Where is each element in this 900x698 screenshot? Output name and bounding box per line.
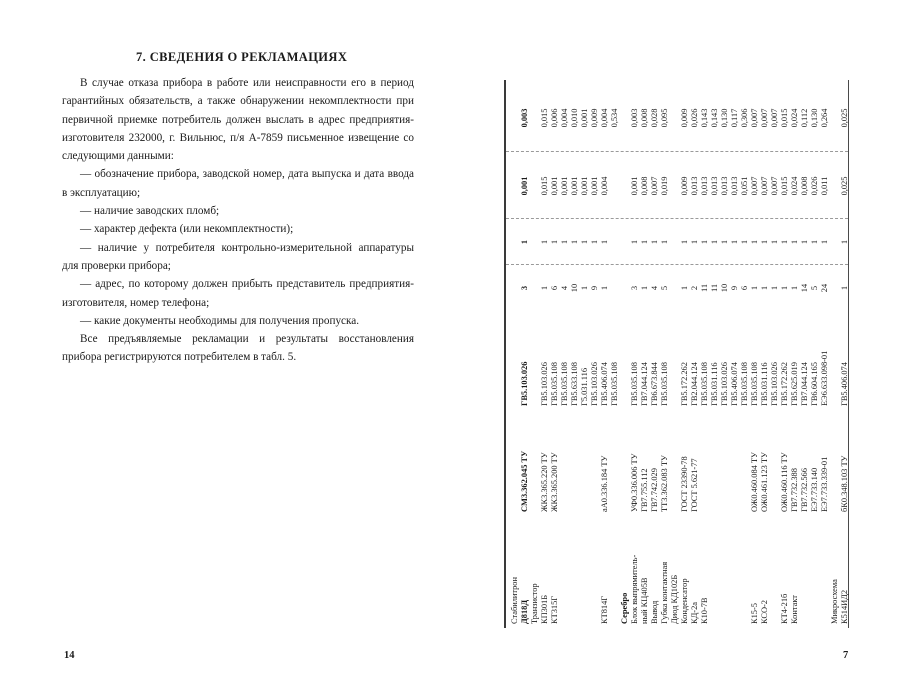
part-doc: СМ3.362.045 ТУ (520, 450, 529, 512)
part-name: К514ИД2 (840, 589, 849, 624)
part-total: 0,024 (790, 108, 799, 128)
part-weight: 0,007 (650, 176, 659, 196)
paragraph: Все предъявляемые рекламации и результаты восстановления прибора регистрируются потребителем в табл. 5. (62, 333, 414, 364)
part-doc (830, 408, 840, 512)
part-qty: 1 (760, 285, 769, 291)
part-weight (510, 156, 520, 216)
part-unit (510, 222, 520, 262)
part-name: Контакт (790, 595, 799, 624)
part-weight: 0,013 (700, 176, 709, 196)
column-divider (506, 151, 848, 152)
part-qty: 5 (660, 285, 669, 291)
list-item: — обозначение прибора, заводской номер, дата выпуска и дата ввода в эксплуатацию; (62, 168, 414, 199)
part-qty: 4 (650, 285, 659, 291)
part-weight: 0,004 (600, 176, 609, 196)
column-divider (506, 218, 848, 219)
part-qty (830, 268, 840, 308)
part-ref: ГВ5.625.019 (790, 362, 799, 406)
part-doc: ЖК3.365.200 ТУ (550, 452, 559, 512)
part-total: 0,130 (810, 108, 819, 128)
part-name: Блок выпрямитель- (630, 554, 639, 624)
part-name: Диод КД102Б (670, 574, 679, 624)
part-total: 0,095 (660, 108, 669, 128)
part-weight: 0,015 (780, 176, 789, 196)
part-total: 0,010 (570, 108, 579, 128)
part-doc: бК0.348.103 ТУ (840, 455, 849, 512)
part-qty: 10 (570, 283, 579, 293)
part-doc: ГВ7.732.388 (790, 468, 799, 512)
part-ref: ГВ2.044.124 (690, 362, 699, 406)
part-doc (590, 408, 600, 512)
part-name (810, 512, 820, 624)
part-ref: ГВ5.172.262 (780, 362, 789, 406)
part-doc (720, 408, 730, 512)
part-weight: 0,008 (640, 176, 649, 196)
part-name: Вывод (650, 600, 659, 624)
part-qty: 9 (590, 285, 599, 291)
part-weight (670, 156, 680, 216)
part-qty: 1 (680, 285, 689, 291)
part-unit: 1 (630, 239, 639, 245)
part-total: 0,306 (740, 108, 749, 128)
part-unit: 1 (790, 239, 799, 245)
part-name (580, 512, 590, 624)
part-weight: 0,001 (630, 176, 639, 196)
part-doc (530, 408, 540, 512)
part-doc: ГОСТ 23390-78 (680, 456, 689, 512)
part-doc: аА0.336.184 ТУ (600, 455, 609, 512)
part-weight: 0,019 (660, 176, 669, 196)
part-total: 0,001 (580, 108, 589, 128)
part-weight: 0,001 (520, 176, 529, 196)
part-unit: 1 (750, 239, 759, 245)
part-ref: ГВ5.103.026 (590, 362, 599, 406)
part-qty: 1 (640, 285, 649, 291)
part-weight: 0,001 (560, 176, 569, 196)
part-ref (510, 314, 520, 406)
part-weight: 0,007 (750, 176, 759, 196)
part-ref: ГВ7.044.124 (800, 362, 809, 406)
part-unit: 1 (700, 239, 709, 245)
part-name: Стабилитрон (510, 577, 519, 624)
part-doc: ГВ7.755.112 (640, 468, 649, 512)
part-qty: 11 (710, 283, 719, 293)
part-doc (580, 408, 590, 512)
part-weight: 0,007 (770, 176, 779, 196)
part-unit: 1 (760, 239, 769, 245)
part-ref: ГВ5.035.108 (560, 362, 569, 406)
paragraph: В случае отказа прибора в работе или неисправности его в период гарантийных обязательств, а также обнаружении некомплектности при первичной приемке потребитель должен выслать в адрес предприятия-изготовителя 232000, г. Вильнюс, п/я А-7859 письменное извещение со следующими данными: (62, 77, 414, 163)
part-doc: ТТ3.362.083 ТУ (660, 455, 669, 512)
section-title: 7. СВЕДЕНИЯ О РЕКЛАМАЦИЯХ (136, 50, 348, 64)
part-unit: 1 (570, 239, 579, 245)
part-name: Серебро (620, 592, 629, 624)
part-qty: 1 (540, 285, 549, 291)
part-ref (830, 314, 840, 406)
part-doc: ОЖ0.460.116 ТУ (780, 452, 789, 512)
part-qty: 11 (700, 283, 709, 293)
part-doc: ОЖ0.461.123 ТУ (760, 452, 769, 512)
part-total: 0,007 (770, 108, 779, 128)
part-name (730, 512, 740, 624)
part-weight (610, 156, 620, 216)
part-doc: ГВ7.732.566 (800, 468, 809, 512)
part-unit: 1 (810, 239, 819, 245)
page-number: 7 (843, 650, 849, 661)
part-total (620, 88, 630, 148)
part-name (800, 512, 810, 624)
part-qty: 1 (750, 285, 759, 291)
part-unit: 1 (840, 239, 849, 245)
part-unit: 1 (710, 239, 719, 245)
part-weight: 0,025 (840, 176, 849, 196)
part-total: 0,008 (640, 108, 649, 128)
part-name: КТ4-21б (780, 593, 789, 624)
list-item: — адрес, по которому должен прибыть представитель предприятия-изготовителя, номер телефона; (62, 278, 414, 309)
part-total: 0,009 (680, 108, 689, 128)
part-unit: 1 (800, 239, 809, 245)
part-qty: 2 (690, 285, 699, 291)
part-doc (570, 408, 580, 512)
part-qty: 6 (740, 285, 749, 291)
part-name (770, 512, 780, 624)
part-ref: ГВ5.103.026 (720, 362, 729, 406)
part-name (610, 512, 620, 624)
part-ref: ГВ5.035.108 (660, 362, 669, 406)
part-doc: ОЖ0.460.084 ТУ (750, 452, 759, 512)
part-name: Конденсатор (680, 578, 689, 624)
part-qty: 3 (520, 285, 529, 291)
page-number: 14 (64, 650, 75, 661)
part-name: КТ315Г (550, 595, 559, 624)
part-qty: 10 (720, 283, 729, 293)
part-ref: ГВ5.103.026 (520, 361, 529, 406)
part-qty: 3 (630, 285, 639, 291)
part-weight: 0,001 (580, 176, 589, 196)
part-weight: 0,009 (680, 176, 689, 196)
part-ref: ЕЭ6.633.098-01 (820, 350, 829, 406)
part-qty: 1 (780, 285, 789, 291)
part-qty (620, 268, 630, 308)
part-doc: ЕЭ7.733.140 (810, 467, 819, 512)
part-ref: ГВ5.035.108 (610, 362, 619, 406)
part-doc (700, 408, 710, 512)
part-doc: ЕЭ7.733.339-01 (820, 456, 829, 512)
part-qty: 5 (810, 285, 819, 291)
list-item: — какие документы необходимы для получения пропуска. (80, 314, 360, 327)
part-weight: 0,011 (820, 176, 829, 196)
part-total: 0,112 (800, 108, 809, 128)
part-unit: 1 (820, 239, 829, 245)
part-name: КТ814Г (600, 595, 609, 624)
part-total: 0,026 (690, 108, 699, 128)
part-unit: 1 (660, 239, 669, 245)
body-text (62, 74, 414, 367)
column-divider (506, 264, 848, 265)
part-weight: 0,024 (790, 176, 799, 196)
part-doc (610, 408, 620, 512)
part-unit: 1 (680, 239, 689, 245)
part-unit: 1 (650, 239, 659, 245)
part-doc (740, 408, 750, 512)
part-qty: 1 (600, 285, 609, 291)
part-total: 0,028 (650, 108, 659, 128)
part-qty (510, 268, 520, 308)
part-total: 0,143 (700, 108, 709, 128)
part-ref: ГВ5.103.026 (540, 362, 549, 406)
part-name: Транзистор (530, 583, 539, 624)
part-unit (620, 222, 630, 262)
part-unit: 1 (740, 239, 749, 245)
part-total: 0,006 (550, 108, 559, 128)
rotated-parts-table (500, 80, 852, 628)
part-ref: ГВ6.673.844 (650, 362, 659, 406)
part-doc: ГОСТ 5.621-77 (690, 458, 699, 512)
part-total: 0,130 (720, 108, 729, 128)
part-weight: 0,051 (740, 176, 749, 196)
part-ref: ГВ5.103.026 (770, 362, 779, 406)
part-qty: 1 (580, 285, 589, 291)
part-name (590, 512, 600, 624)
part-weight: 0,013 (690, 176, 699, 196)
part-unit: 1 (550, 239, 559, 245)
part-doc (710, 408, 720, 512)
part-total: 0,534 (610, 108, 619, 128)
part-ref (670, 314, 680, 406)
part-total: 0,117 (730, 108, 739, 128)
part-doc (670, 408, 680, 512)
part-ref: ГВ5.035.108 (750, 362, 759, 406)
part-name (740, 512, 750, 624)
part-unit: 1 (770, 239, 779, 245)
part-weight: 0,015 (540, 176, 549, 196)
list-item: — характер дефекта (или некомплектности); (80, 223, 294, 236)
part-ref: ГВ5.406.074 (600, 362, 609, 406)
part-name (560, 512, 570, 624)
part-ref (620, 314, 630, 406)
part-doc (620, 408, 630, 512)
part-qty: 4 (560, 285, 569, 291)
part-unit: 1 (540, 239, 549, 245)
part-name: Микросхема (830, 579, 839, 624)
part-unit (530, 222, 540, 262)
part-unit: 1 (600, 239, 609, 245)
part-total: 0,007 (760, 108, 769, 128)
part-ref: ГВ7.044.124 (640, 362, 649, 406)
part-total (530, 88, 540, 148)
table-top-rule (504, 80, 506, 628)
part-name (710, 512, 720, 624)
part-unit: 1 (520, 239, 529, 245)
part-unit: 1 (690, 239, 699, 245)
part-name: КП301Б (540, 594, 549, 624)
part-ref: Г5.031.116 (580, 367, 589, 406)
part-doc: ЖК3.365.220 ТУ (540, 452, 549, 512)
part-qty: 6 (550, 285, 559, 291)
part-unit: 1 (560, 239, 569, 245)
part-ref: ГВ5.406.074 (730, 362, 739, 406)
part-weight: 0,007 (760, 176, 769, 196)
part-unit: 1 (580, 239, 589, 245)
right-page (450, 0, 900, 698)
part-name: К15-5 (750, 603, 759, 624)
part-name: К10-7В (700, 597, 709, 624)
part-weight (830, 156, 840, 216)
part-total: 0,004 (600, 108, 609, 128)
part-name (570, 512, 580, 624)
part-qty: 14 (800, 283, 809, 293)
part-unit: 1 (720, 239, 729, 245)
part-qty (610, 268, 620, 308)
part-name (720, 512, 730, 624)
part-weight: 0,026 (810, 176, 819, 196)
part-total: 0,007 (750, 108, 759, 128)
part-ref: ГВ5.406.074 (840, 362, 849, 406)
part-weight: 0,013 (730, 176, 739, 196)
part-weight: 0,001 (590, 176, 599, 196)
part-name (820, 512, 830, 624)
part-doc (730, 408, 740, 512)
part-total (510, 88, 520, 148)
part-weight: 0,001 (550, 176, 559, 196)
part-name: КД-2а (690, 602, 699, 624)
part-total (830, 88, 840, 148)
part-total: 0,009 (590, 108, 599, 128)
list-item: — наличие у потребителя контрольно-измерительной аппаратуры для проверки прибора; (62, 241, 414, 272)
part-total: 0,003 (520, 108, 529, 128)
part-ref: ГВ5.172.262 (680, 362, 689, 406)
part-ref: ГВ5.031.116 (710, 362, 719, 406)
part-unit: 1 (640, 239, 649, 245)
part-ref: ГВ5.035.108 (550, 362, 559, 406)
part-total: 0,015 (780, 108, 789, 128)
part-ref: ГВ5.035.108 (630, 362, 639, 406)
part-name: Губка контактная (660, 561, 669, 624)
part-name: ный КЦ405В (640, 577, 649, 624)
part-ref (530, 314, 540, 406)
part-total: 0,003 (630, 108, 639, 128)
part-ref: ГВ6.604.165 (810, 362, 819, 406)
part-ref: ГВ5.633.108 (570, 362, 579, 406)
part-ref: ГВ5.031.116 (760, 362, 769, 406)
part-name: Д818Д (520, 599, 529, 624)
part-weight (620, 156, 630, 216)
part-weight: 0,013 (720, 176, 729, 196)
part-unit (830, 222, 840, 262)
part-total: 0,015 (540, 108, 549, 128)
part-qty: 1 (840, 285, 849, 291)
part-qty: 24 (820, 283, 829, 293)
part-qty (530, 268, 540, 308)
part-unit: 1 (780, 239, 789, 245)
part-qty: 9 (730, 285, 739, 291)
part-doc (770, 408, 780, 512)
part-total: 0,264 (820, 108, 829, 128)
part-doc: УФ0.336.006 ТУ (630, 453, 639, 512)
part-unit (670, 222, 680, 262)
part-total: 0,143 (710, 108, 719, 128)
part-ref: ГВ5.035.108 (740, 362, 749, 406)
part-unit: 1 (590, 239, 599, 245)
part-qty: 1 (770, 285, 779, 291)
part-doc (510, 408, 520, 512)
list-item: — наличие заводских пломб; (80, 205, 220, 218)
part-total: 0,025 (840, 108, 849, 128)
part-total: 0,004 (560, 108, 569, 128)
part-ref: ГВ5.035.108 (700, 362, 709, 406)
part-weight: 0,001 (570, 176, 579, 196)
part-weight: 0,013 (710, 176, 719, 196)
part-weight (530, 156, 540, 216)
part-doc: ГВ7.742.029 (650, 468, 659, 512)
part-name: КСО-2 (760, 600, 769, 624)
part-qty (670, 268, 680, 308)
part-unit: 1 (730, 239, 739, 245)
part-total (670, 88, 680, 148)
part-weight: 0,008 (800, 176, 809, 196)
part-qty: 1 (790, 285, 799, 291)
part-unit (610, 222, 620, 262)
part-doc (560, 408, 570, 512)
